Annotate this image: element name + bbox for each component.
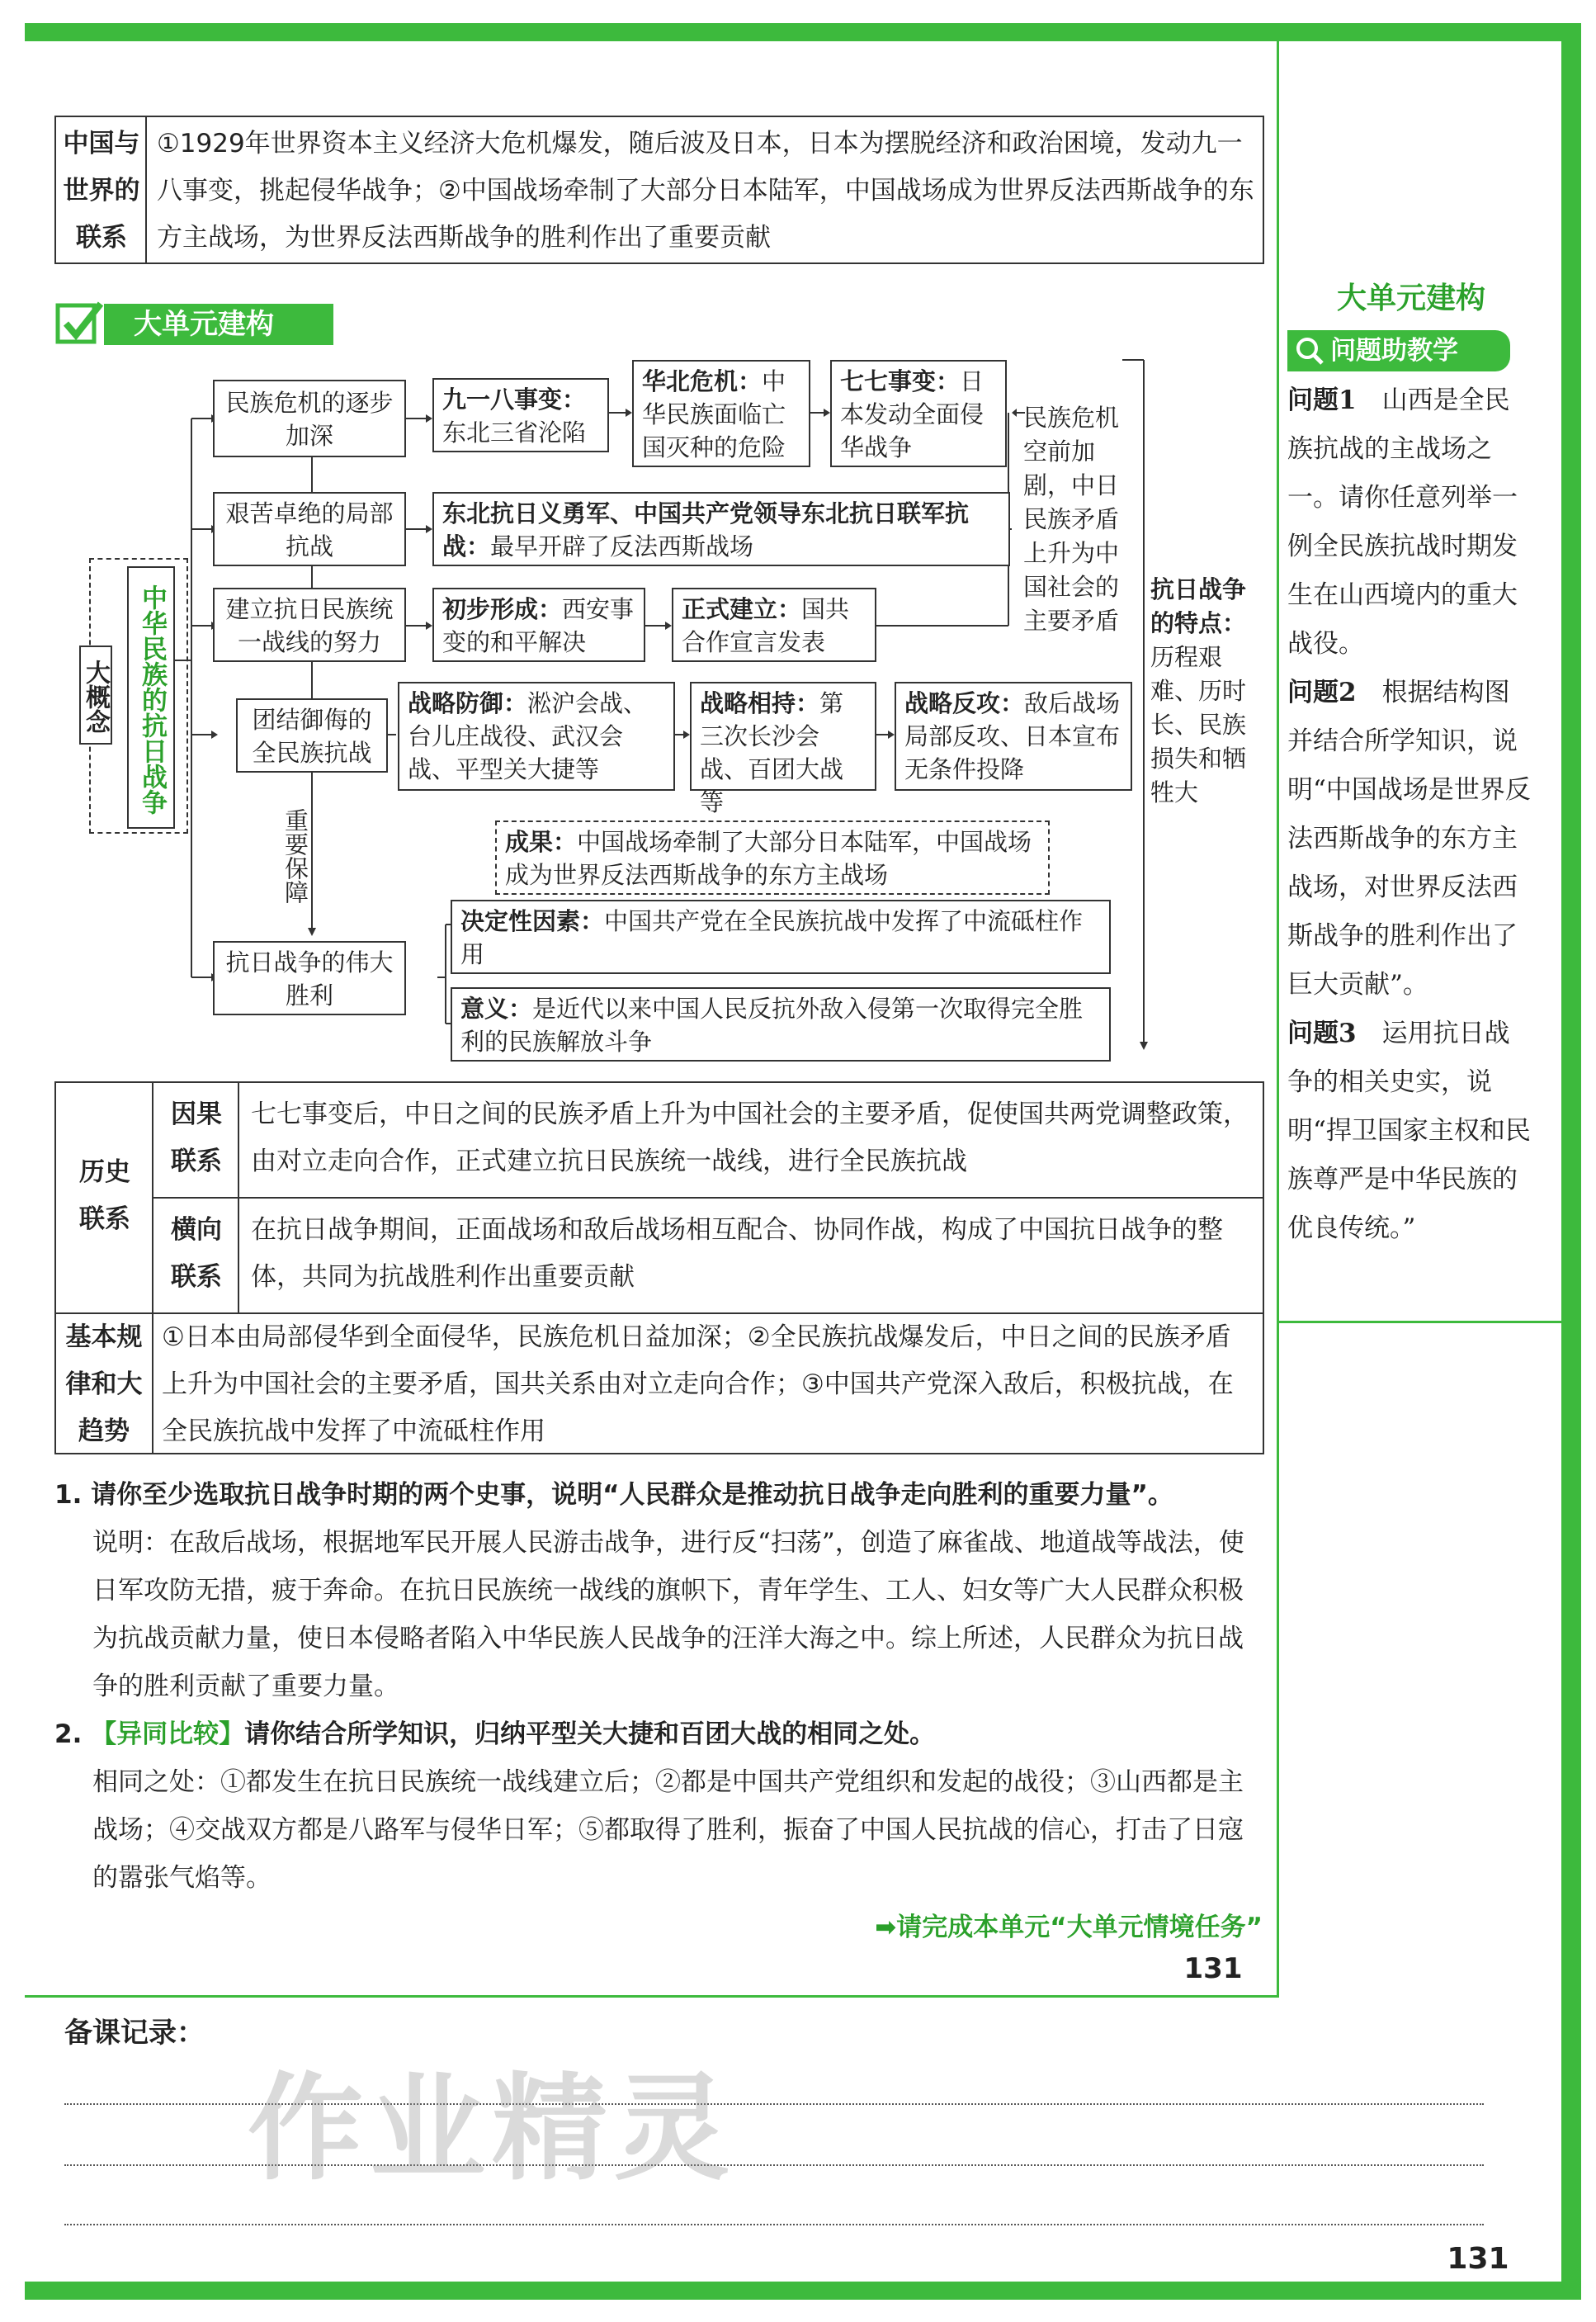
- question-1-answer: 说明：在敌后战场，根据地军民开展人民游击战争，进行反“扫荡”，创造了麻雀战、地道战等战法，使日军攻防无措，疲于奔命。在抗日民族统一战线的旗帜下，青年学生、工人、妇女等广大人民群众积极为抗战贡献力量，使日本侵略者陷入中华民族人民战争的汪洋大海之中。综上所述，人民群众为抗日战争的胜利贡献了重要力量。: [92, 1528, 1244, 1701]
- question-2: [54, 1710, 1268, 1902]
- sidebar-question-2: 问题2 根据结构图并结合所学知识，说明“中国战场是世界反法西斯战争的东方主战场，对世界反法西斯战争的胜利作出了巨大贡献”。: [1287, 678, 1531, 1000]
- horizontal-label: 横向联系: [171, 1215, 222, 1292]
- local-war-box: 东北抗日义勇军、中国共产党领导东北抗日联军抗战：最早开辟了反法西斯战场: [432, 492, 1010, 566]
- question-1-number: 1.: [54, 1480, 83, 1510]
- question-2-number: 2.: [54, 1719, 83, 1749]
- stage-3: 建立抗日民族统一战线的努力: [213, 588, 406, 662]
- bottom-green-bar: [25, 2282, 1581, 2300]
- theme-box: 中华民族的抗日战争: [127, 566, 175, 829]
- sidebar-question-3-label: 问题3: [1287, 1019, 1357, 1048]
- notes-label: 备课记录：: [64, 2017, 205, 2050]
- meaning-box: 意义：是近代以来中国人民反抗外敌入侵第一次取得完全胜利的民族解放斗争: [451, 987, 1111, 1062]
- search-icon: [1294, 335, 1325, 367]
- crisis-side-note: 民族危机空前加剧，中日民族矛盾上升为中国社会的主要矛盾: [1023, 404, 1120, 635]
- question-1: [54, 1471, 1268, 1710]
- causal-label: 因果联系: [171, 1100, 222, 1176]
- sidebar-title: 大单元建构: [1336, 281, 1485, 315]
- watermark: 作业精灵: [248, 2062, 737, 2197]
- stage-1: 民族危机的逐步加深: [213, 380, 406, 457]
- result-box: 成果：中国战场牵制了大部分日本陆军，中国战场成为世界反法西斯战争的东方主战场: [495, 821, 1050, 895]
- top-table-content: ①1929年世界资本主义经济大危机爆发，随后波及日本，日本为摆脱经济和政治困境，发动九一八事变，挑起侵华战争；②中国战场牵制了大部分日本陆军，中国战场成为世界反法西斯战争的东方主战场，为世界反法西斯战争的胜利作出了重要贡献: [157, 129, 1254, 253]
- sidebar-question-1: 问题1 山西是全民族抗战的主战场之一。请你任意列举一例全民族抗战时期发生在山西境内的重大战役。: [1287, 385, 1518, 659]
- trend-label: 基本规律和大趋势: [65, 1322, 143, 1446]
- war-features: 抗日战争的特点：历程艰难、历时长、民族损失和牺牲大: [1150, 575, 1247, 806]
- right-green-bar: [1561, 23, 1581, 2293]
- top-table-label: 中国与世界的联系: [63, 129, 140, 253]
- horizontal-text: 在抗日战争期间，正面战场和敌后战场相互配合、协同作战，构成了中国抗日战争的整体，共同为抗战胜利作出重要贡献: [251, 1215, 1223, 1292]
- sidebar-question-1-label: 问题1: [1287, 385, 1357, 415]
- sidebar: [1287, 276, 1535, 1253]
- sidebar-question-3: 问题3 运用抗日战争的相关史实，说明“捍卫国家主权和民族尊严是中华民族的优良传统。”: [1287, 1019, 1531, 1243]
- phase-stalemate: 战略相持：第三次长沙会战、百团大战等: [690, 682, 876, 791]
- stage-2: 艰苦卓绝的局部抗战: [213, 492, 406, 566]
- big-concept-label: 大概念: [79, 646, 112, 745]
- page-number-inner: 131: [1183, 1952, 1243, 1985]
- question-1-prompt: 1. 请你至少选取抗日战争时期的两个史事，说明“人民群众是推动抗日战争走向胜利的重要力量”。: [54, 1480, 1173, 1510]
- guarantee-label: 重要保障: [281, 794, 310, 918]
- page-number-outer: 131: [1447, 2242, 1509, 2276]
- trend-text: ①日本由局部侵华到全面侵华，民族危机日益加深；②全民族抗战爆发后，中日之间的民族矛盾上升为中国社会的主要矛盾，国共关系由对立走向合作；③中国共产党深入敌后，积极抗战，在全民族抗战中发挥了中流砥柱作用: [162, 1322, 1234, 1446]
- stage-5: 抗日战争的伟大胜利: [213, 941, 406, 1015]
- causal-text: 七七事变后，中日之间的民族矛盾上升为中国社会的主要矛盾，促使国共两党调整政策，由对立走向合作，正式建立抗日民族统一战线，进行全民族抗战: [251, 1100, 1249, 1176]
- sidebar-divider: [1279, 1321, 1561, 1323]
- sidebar-tag: 问题助教学: [1287, 330, 1510, 371]
- history-table: [54, 1081, 1264, 1454]
- note-line-3[interactable]: [64, 2224, 1484, 2225]
- event-77: 七七事变：日本发动全面侵华战争: [830, 360, 1007, 467]
- question-2-answer: 相同之处：①都发生在抗日民族统一战线建立后；②都是中国共产党组织和发起的战役；③山西都是主战场；④交战双方都是八路军与侵华日军；⑤都取得了胜利，振奋了中国人民抗战的信心，打击了日寇的嚣张气焰等。: [92, 1767, 1244, 1893]
- event-918: 九一八事变： 东北三省沦陷: [432, 378, 609, 452]
- section-title: 大单元建构: [134, 308, 274, 341]
- stage-4: 团结御侮的全民族抗战: [236, 698, 388, 773]
- decisive-box: 决定性因素：中国共产党在全民族抗战中发挥了中流砥柱作用: [451, 900, 1111, 974]
- phase-counter: 战略反攻：敌后战场局部反攻、日本宣布无条件投降: [895, 682, 1132, 791]
- question-2-prompt: 2. 【异同比较】请你结合所学知识，归纳平型关大捷和百团大战的相同之处。: [54, 1719, 936, 1749]
- sidebar-question-2-label: 问题2: [1287, 678, 1357, 707]
- phase-defense: 战略防御：淞沪会战、台儿庄战役、武汉会战、平型关大捷等: [398, 682, 675, 791]
- united-front-formal: 正式建立：国共合作宣言发表: [672, 588, 876, 662]
- question-2-tag: 【异同比较】: [91, 1719, 245, 1749]
- event-huabei: 华北危机：中华民族面临亡国灭种的危险: [632, 360, 810, 467]
- united-front-initial: 初步形成：西安事变的和平解决: [432, 588, 645, 662]
- history-label: 历史联系: [79, 1157, 130, 1234]
- task-link[interactable]: ➡请完成本单元“大单元情境任务”: [875, 1913, 1263, 1942]
